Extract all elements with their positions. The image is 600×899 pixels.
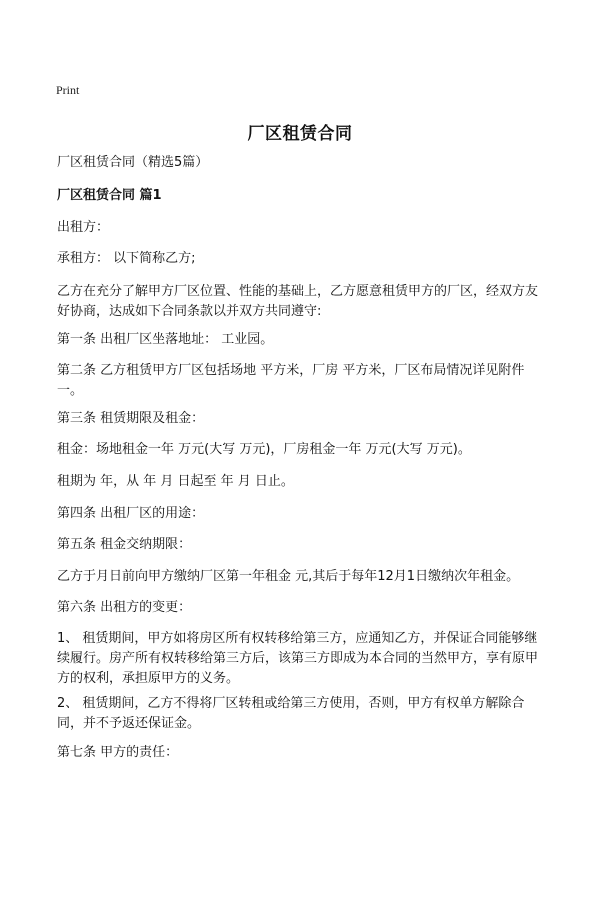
paragraph-lessee: 承租方： 以下简称乙方; [57, 251, 196, 266]
paragraph-article-3: 第三条 租赁期限及租金： [57, 411, 205, 426]
paragraph-clause-2: 2、 租赁期间，乙方不得将厂区转租或给第三方使用，否则，甲方有权单方解除合同，并不予返还保证金。 [57, 696, 525, 731]
paragraph-rent: 租金：场地租金一年 万元(大写 万元)，厂房租金一年 万元(大写 万元)。 [57, 442, 471, 457]
paragraph-article-1: 第一条 出租厂区坐落地址： 工业园。 [57, 332, 274, 347]
paragraph-article-4: 第四条 出租厂区的用途： [57, 506, 205, 521]
subtitle-paragraph: 厂区租赁合同（精选5篇） [57, 155, 209, 170]
section-heading: 厂区租赁合同 篇1 [57, 188, 162, 203]
paragraph-clause-1: 1、 租赁期间，甲方如将房区所有权转移给第三方，应通知乙方，并保证合同能够继续履行。房产所有权转移给第三方后，该第三方即成为本合同的当然甲方，享有原甲方的权利，承担原甲方的义务。 [57, 631, 539, 686]
paragraph-article-6: 第六条 出租方的变更： [57, 600, 192, 615]
document-title: 厂区租赁合同 [247, 124, 353, 144]
paragraph-term: 租期为 年，从 年 月 日起至 年 月 日止。 [57, 474, 294, 489]
paragraph-payment: 乙方于月日前向甲方缴纳厂区第一年租金 元,其后于每年12月1日缴纳次年租金。 [57, 569, 520, 584]
paragraph-article-7: 第七条 甲方的责任： [57, 745, 179, 760]
paragraph-lessor: 出租方： [57, 220, 110, 235]
paragraph-article-2: 第二条 乙方租赁甲方厂区包括场地 平方米，厂房 平方米，厂区布局情况详见附件一。 [57, 363, 525, 398]
paragraph-preamble: 乙方在充分了解甲方厂区位置、性能的基础上，乙方愿意租赁甲方的厂区，经双方友好协商，达成如下合同条款以并双方共同遵守: [57, 284, 539, 319]
paragraph-article-5: 第五条 租金交纳期限： [57, 537, 192, 552]
print-label: Print [56, 83, 80, 97]
